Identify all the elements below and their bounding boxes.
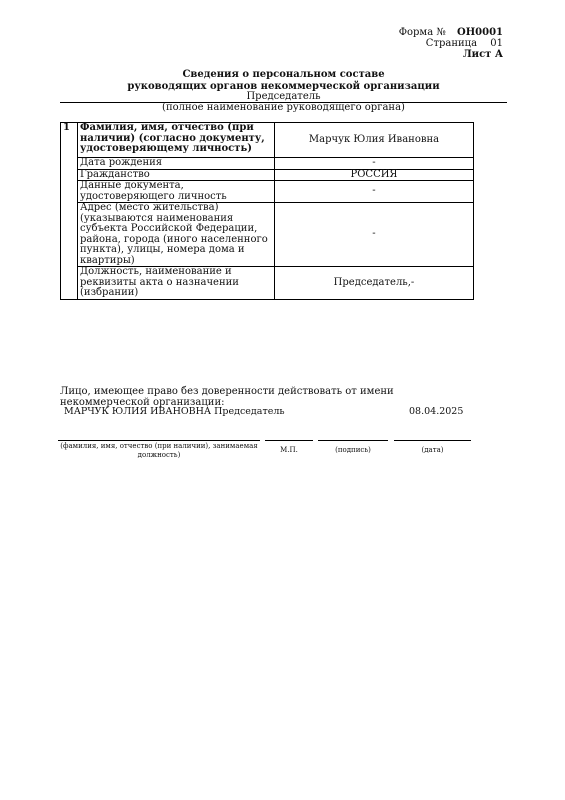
caption-name: (фамилия, имя, отчество (при наличии), занимаемая должность)	[60, 442, 258, 459]
name-line	[58, 440, 260, 441]
form-label: Форма №	[398, 27, 446, 38]
value-id-document: -	[275, 181, 474, 203]
page-value: 01	[490, 38, 503, 49]
signatory-name: МАРЧУК ЮЛИЯ ИВАНОВНА Председатель	[64, 406, 285, 417]
table-row	[61, 158, 474, 170]
label-address: Адрес (место жительства) (указываются наименования субъекта Российской Федерации, района, города (иного населенного пункта), улицы, номера дома и квартиры)	[78, 203, 275, 267]
table-row	[61, 267, 474, 300]
document-title-line1: Сведения о персональном составе	[182, 69, 385, 80]
label-id-document: Данные документа, удостоверяющего личность	[78, 181, 275, 203]
signature-line	[318, 440, 388, 441]
value-citizenship: РОССИЯ	[275, 169, 474, 181]
document-title-line2: руководящих органов некоммерческой организации	[127, 81, 440, 92]
form-code: ОН0001	[457, 27, 503, 38]
table-row	[61, 123, 474, 158]
date-line	[394, 440, 471, 441]
table-row	[61, 181, 474, 203]
label-position: Должность, наименование и реквизиты акта о назначении (избрании)	[78, 267, 275, 300]
value-position: Председатель,-	[275, 267, 474, 300]
organ-caption: (полное наименование руководящего органа)	[162, 102, 405, 113]
stamp-line	[265, 440, 313, 441]
table-row	[61, 169, 474, 181]
signatory-date: 08.04.2025	[409, 406, 464, 417]
page-label: Страница	[425, 38, 478, 49]
value-address: -	[275, 203, 474, 267]
personal-info-table	[60, 122, 474, 300]
label-citizenship: Гражданство	[78, 169, 275, 181]
caption-signature: (подпись)	[335, 446, 371, 454]
sheet-label: Лист А	[462, 49, 503, 60]
value-full-name: Марчук Юлия Ивановна	[275, 123, 474, 158]
label-birth-date: Дата рождения	[78, 158, 275, 170]
signatory-statement: Лицо, имеющее право без доверенности действовать от имени некоммерческой организации:	[60, 386, 394, 408]
row-number: 1	[61, 123, 78, 300]
label-full-name: Фамилия, имя, отчество (при наличии) (согласно документу, удостоверяющему личность)	[78, 123, 275, 158]
table-row	[61, 203, 474, 267]
organ-name: Председатель	[246, 91, 321, 102]
caption-stamp: М.П.	[280, 446, 298, 454]
value-birth-date: -	[275, 158, 474, 170]
caption-date: (дата)	[421, 446, 444, 454]
